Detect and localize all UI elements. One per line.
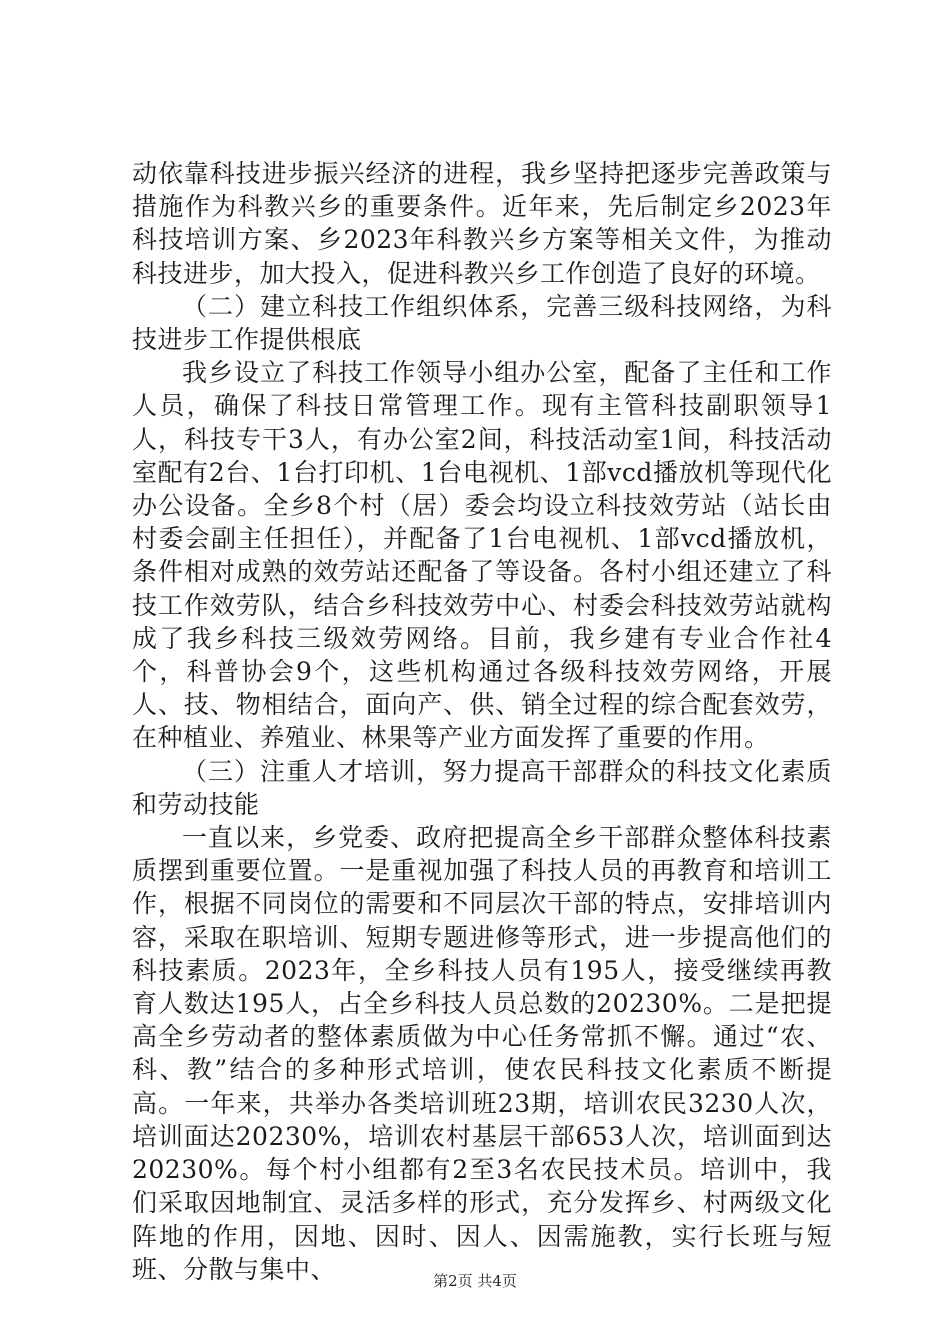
section-heading-3: （三）注重人才培训，努力提高干部群众的科技文化素质和劳动技能 bbox=[132, 756, 832, 819]
section-heading-2: （二）建立科技工作组织体系，完善三级科技网络，为科技进步工作提供根底 bbox=[132, 291, 832, 355]
paragraph-tech-network: 我乡设立了科技工作领导小组办公室，配备了主任和工作人员，确保了科技日常管理工作。现有主管科技副职领导1人，科技专干3人，有办公室2间，科技活动室1间，科技活动室配有2台、1台打印机、1台电视机、1部vcd播放机等现代化办公设备。全乡8个村（居）委会均设立科技效劳站（站长由村委会副主任担任），并配备了1台电视机、1部vcd播放机，条件相对成熟的效劳站还配备了等设备。各村小组还建立了科技工作效劳队，结合乡科技效劳中心、村委会科技效劳站就构成了我乡科技三级效劳网络。目前，我乡建有专业合作社4个，科普协会9个，这些机构通过各级科技效劳网络，开展人、技、物相结合，面向产、供、销全过程的综合配套效劳，在种植业、养殖业、林果等产业方面发挥了重要的作用。 bbox=[132, 358, 832, 753]
paragraph-talent-training: 一直以来，乡党委、政府把提高全乡干部群众整体科技素质摆到重要位置。一是重视加强了科技人员的再教育和培训工作，根据不同岗位的需要和不同层次干部的特点，安排培训内容，采取在职培训、短期专题进修等形式，进一步提高他们的科技素质。2023年，全乡科技人员有195人，接受继续再教育人数达195人，占全乡科技人员总数的20230%。二是把提高全乡劳动者的整体素质做为中心任务常抓不懈。通过“农、科、教”结合的多种形式培训，使农民科技文化素质不断提高。一年来，共举办各类培训班23期，培训农民3230人次，培训面达20230%，培训农村基层干部653人次，培训面到达20230%。每个村小组都有2至3名农民技术员。培训中，我们采取因地制宜、灵活多样的形式，充分发挥乡、村两级文化阵地的作用，因地、因时、因人、因需施教，实行长班与短班、分散与集中、 bbox=[132, 823, 832, 1284]
paragraph-intro-continuation: 动依靠科技进步振兴经济的进程，我乡坚持把逐步完善政策与措施作为科教兴乡的重要条件。近年来，先后制定乡2023年科技培训方案、乡2023年科教兴乡方案等相关文件，为推动科技进步，加大投入，促进科教兴乡工作创造了良好的环境。 bbox=[132, 159, 832, 288]
page-footer: 第2页 共4页 bbox=[433, 1272, 517, 1290]
document-body bbox=[132, 157, 832, 1286]
